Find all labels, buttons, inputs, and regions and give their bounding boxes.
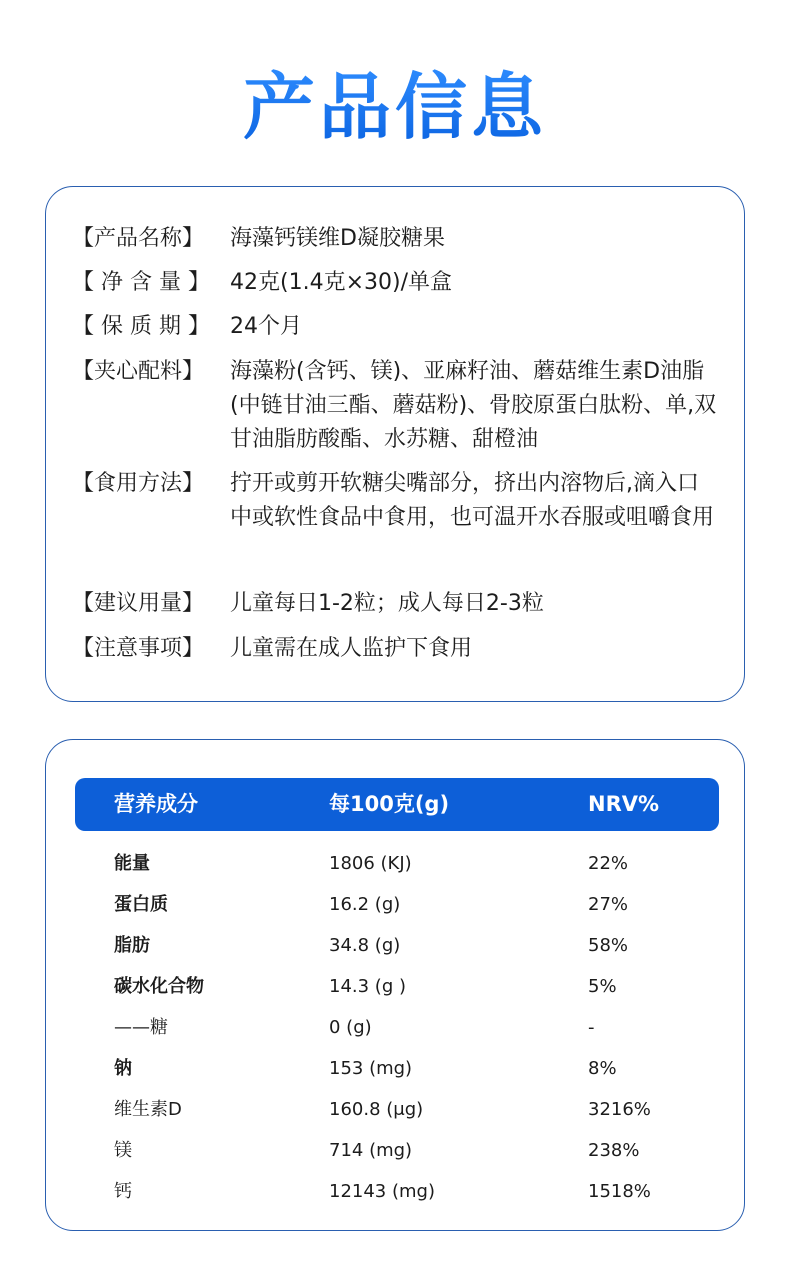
nutrient-name: 脂肪 — [114, 935, 150, 956]
info-value: 拧开或剪开软糖尖嘴部分，挤出内溶物后,滴入口中或软性食品中食用，也可温开水吞服或咀嚼食用 — [230, 471, 715, 530]
nutrient-amount: 714 (mg) — [329, 1140, 413, 1161]
info-value: 42克(1.4克×30)/单盒 — [230, 270, 452, 295]
header-nrv: NRV% — [588, 792, 660, 816]
nutrient-name: 钙 — [114, 1181, 132, 1202]
table-row — [46, 1171, 744, 1212]
table-row — [46, 966, 744, 1007]
info-label: 【食用方法】 — [72, 471, 205, 496]
nutrient-amount: 14.3 (g ) — [329, 976, 406, 997]
info-value: 24个月 — [230, 314, 302, 339]
nutrient-nrv: 5% — [588, 976, 617, 997]
nutrient-nrv: 22% — [588, 853, 629, 874]
table-row — [46, 1089, 744, 1130]
info-label: 【夹心配料】 — [72, 359, 205, 384]
table-row — [46, 925, 744, 966]
info-label: 【建议用量】 — [72, 591, 205, 616]
nutrient-amount: 153 (mg) — [329, 1058, 413, 1079]
info-label: 【注意事项】 — [72, 636, 205, 661]
nutrient-name: 钠 — [114, 1058, 132, 1079]
table-row — [46, 1048, 744, 1089]
nutrient-name: 碳水化合物 — [114, 976, 204, 997]
table-row — [46, 1007, 744, 1048]
info-value: 海藻钙镁维D凝胶糖果 — [230, 226, 445, 251]
nutrient-nrv: 1518% — [588, 1181, 651, 1202]
nutrient-name: 能量 — [114, 853, 150, 874]
nutrient-nrv: 238% — [588, 1140, 640, 1161]
nutrient-amount: 12143 (mg) — [329, 1181, 435, 1202]
table-row — [46, 843, 744, 884]
nutrient-nrv: - — [588, 1017, 595, 1038]
nutrient-amount: 160.8 (μg) — [329, 1099, 424, 1120]
nutrient-name: ——糖 — [114, 1017, 168, 1038]
info-value: 儿童每日1-2粒；成人每日2-3粒 — [230, 591, 544, 616]
nutrient-amount: 34.8 (g) — [329, 935, 401, 956]
nutrient-name: 蛋白质 — [114, 894, 168, 915]
nutrient-amount: 16.2 (g) — [329, 894, 401, 915]
info-value: 海藻粉(含钙、镁)、亚麻籽油、蘑菇维生素D油脂(中链甘油三酯、蘑菇粉)、骨胶原蛋白肽粉、单,双甘油脂肪酸酯、水苏糖、甜橙油 — [230, 359, 717, 452]
nutrient-nrv: 27% — [588, 894, 629, 915]
header-nutrient: 营养成分 — [114, 792, 198, 816]
nutrient-name: 维生素D — [114, 1099, 182, 1120]
table-row — [46, 884, 744, 925]
nutrient-nrv: 8% — [588, 1058, 617, 1079]
info-label: 【 保 质 期 】 — [72, 314, 210, 339]
nutrient-nrv: 58% — [588, 935, 629, 956]
info-label: 【产品名称】 — [72, 226, 205, 251]
product-info-card — [45, 186, 745, 702]
nutrition-card — [45, 739, 745, 1231]
nutrient-name: 镁 — [114, 1140, 132, 1161]
table-row — [46, 1130, 744, 1171]
nutrient-amount: 0 (g) — [329, 1017, 372, 1038]
nutrient-nrv: 3216% — [588, 1099, 651, 1120]
nutrient-amount: 1806 (KJ) — [329, 853, 412, 874]
info-value: 儿童需在成人监护下食用 — [230, 636, 473, 661]
header-per-100g: 每100克(g) — [329, 792, 450, 816]
page-title: 产品信息 — [0, 62, 790, 152]
info-label: 【 净 含 量 】 — [72, 270, 210, 295]
nutrition-table-header — [75, 778, 719, 831]
